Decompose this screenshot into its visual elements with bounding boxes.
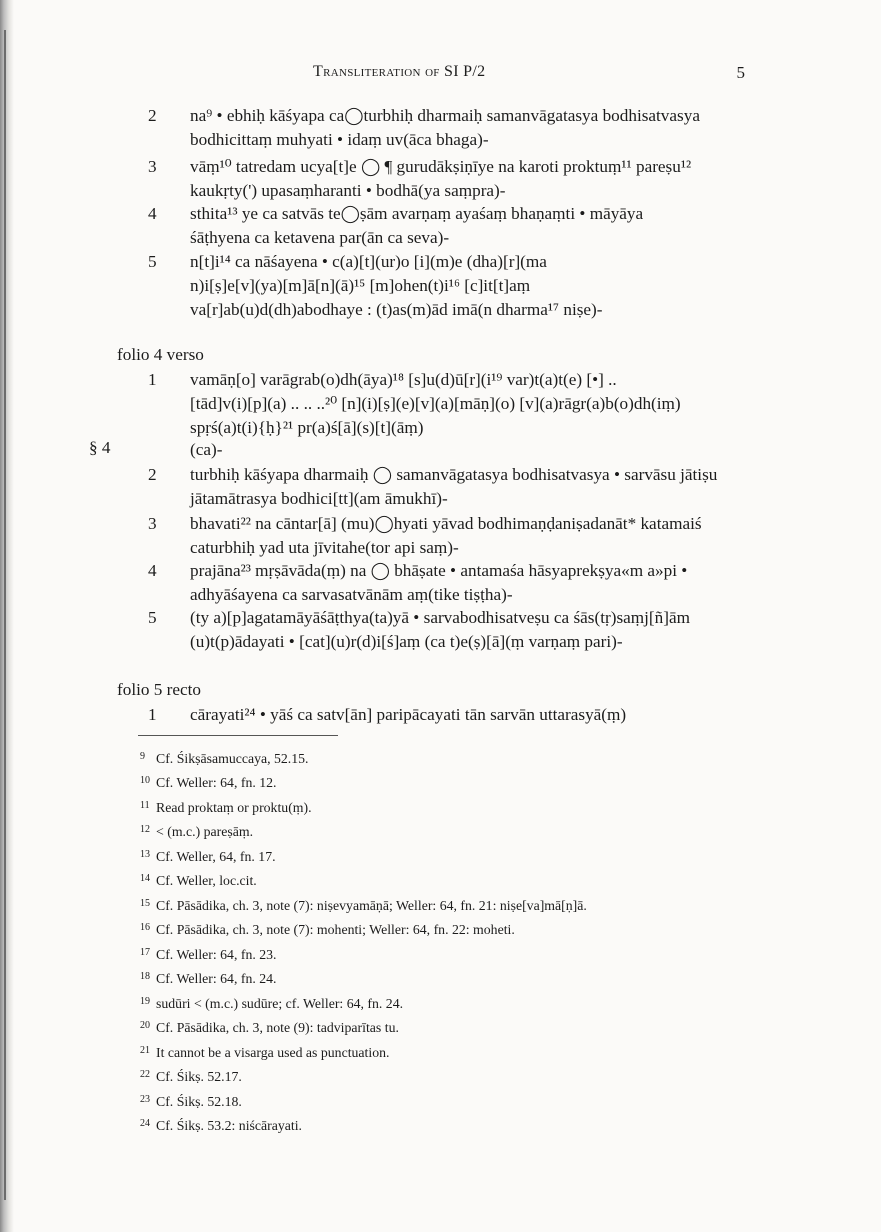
footnote <box>140 971 277 987</box>
running-head <box>150 63 745 83</box>
footnote-text: Cf. Pāsādika, ch. 3, note (7): niṣevyamāṇā; Weller: 64, fn. 21: niṣe[va]mā[ṇ]ā. <box>156 898 587 913</box>
line-text: n[t]i¹⁴ ca nāśayena • c(a)[t](ur)o [i](m)e (dha)[r](ma n)i[ṣ]e[v](ya)[m]ā[n](ā)¹⁵ [m]ohen(t)i¹⁶ [c]it[t]aṃ va[r]ab(u)d(dh)abodhaye : (t)as(m)ād imā(n dharma¹⁷ niṣe)- <box>190 252 603 319</box>
book-spine-shadow <box>0 0 14 1232</box>
line-number: 2 <box>148 106 157 125</box>
footnote-text: Cf. Śikṣ. 53.2: niścārayati. <box>156 1118 302 1133</box>
footnote <box>140 1020 399 1036</box>
line-text: turbhiḥ kāśyapa dharmaiḥ ◯ samanvāgatasya bodhisatvasya • sarvāsu jātiṣu jātamātrasya bodhici[tt](am āmukhī)- <box>190 465 718 508</box>
footnote-text: Cf. Weller: 64, fn. 12. <box>156 775 277 790</box>
footnote-text: Cf. Weller, 64, fn. 17. <box>156 849 276 864</box>
line-text: bhavati²² na cāntar[ā] (mu)◯hyati yāvad bodhimaṇḍaniṣadanāt* katamaiś caturbhiḥ yad uta jīvitahe(tor api saṃ)- <box>190 514 702 557</box>
footnote-text: Cf. Śikṣ. 52.18. <box>156 1094 242 1109</box>
footnote-number: 18 <box>140 971 150 982</box>
footnote <box>140 800 312 816</box>
footnote <box>140 775 277 791</box>
line-text: (ty a)[p]agatamāyāśāṭthya(ta)yā • sarvabodhisatveṣu ca śās(tṛ)saṃj[ñ]ām (u)t(p)ādayati • [cat](u)r(d)i[ś]aṃ (ca t)e(ṣ)[ā](ṃ varṇaṃ pari)- <box>190 608 690 651</box>
line-number: 3 <box>148 514 157 533</box>
line-number: 1 <box>148 370 157 389</box>
footnote <box>140 1045 389 1061</box>
footnote-number: 23 <box>140 1094 150 1105</box>
footnote <box>140 898 587 914</box>
footnote-text: Cf. Weller: 64, fn. 24. <box>156 971 277 986</box>
footnote <box>140 849 276 865</box>
line-number: 5 <box>148 252 157 271</box>
footnote <box>140 1094 242 1110</box>
folio-heading: folio 5 recto <box>117 680 201 699</box>
line-text: na⁹ • ebhiḥ kāśyapa ca◯turbhiḥ dharmaiḥ samanvāgatasya bodhisatvasya bodhicittaṃ muhyati • idaṃ uv(āca bhaga)- <box>190 106 700 149</box>
footnote <box>140 751 309 767</box>
section-mark: § 4 <box>89 438 111 457</box>
footnote <box>140 922 515 938</box>
footnote-rule <box>138 735 338 736</box>
footnote-number: 21 <box>140 1045 150 1056</box>
footnote-number: 14 <box>140 873 150 884</box>
line-number: 4 <box>148 204 157 223</box>
line-number: 1 <box>148 705 157 724</box>
footnote-text: Cf. Śikṣ. 52.17. <box>156 1069 242 1084</box>
footnote-text: Cf. Pāsādika, ch. 3, note (7): mohenti; Weller: 64, fn. 22: moheti. <box>156 922 515 937</box>
footnote-text: Cf. Weller: 64, fn. 23. <box>156 947 277 962</box>
footnote-number: 13 <box>140 849 150 860</box>
footnote-text: < (m.c.) pareṣāṃ. <box>156 824 254 839</box>
footnote-text: Read proktaṃ or proktu(ṃ). <box>156 800 312 815</box>
line-number: 3 <box>148 157 157 176</box>
running-head-title: Transliteration of SI P/2 <box>313 63 486 80</box>
footnote-number: 24 <box>140 1118 150 1129</box>
line-text: (ca)- <box>190 440 223 459</box>
footnote-text: Cf. Śikṣāsamuccaya, 52.15. <box>156 751 309 766</box>
line-text: cārayati²⁴ • yāś ca satv[ān] paripācayati tān sarvān uttarasyā(ṃ) <box>190 705 627 724</box>
footnote <box>140 873 257 889</box>
line-text: vamāṇ[o] varāgrab(o)dh(āya)¹⁸ [s]u(d)ū[r](i¹⁹ var)t(a)t(e) [•] .. [tād]v(i)[p](a) .. .. ..²⁰ [n](i)[ṣ](e)[v](a)[māṇ](o) [v](a)rāgr(a)b(o)dh(iṃ) spṛś(a)t(i){ḥ}²¹ pr(a)ś[ā](s)[t](āṃ) <box>190 370 681 437</box>
footnote-text: sudūri < (m.c.) sudūre; cf. Weller: 64, fn. 24. <box>156 996 404 1011</box>
footnote <box>140 1069 242 1085</box>
footnote-number: 19 <box>140 996 150 1007</box>
footnote-text: Cf. Pāsādika, ch. 3, note (9): tadviparītas tu. <box>156 1020 399 1035</box>
footnote <box>140 947 277 963</box>
footnote-text: It cannot be a visarga used as punctuation. <box>156 1045 390 1060</box>
footnote-text: Cf. Weller, loc.cit. <box>156 873 257 888</box>
line-text: prajāna²³ mṛṣāvāda(ṃ) na ◯ bhāṣate • antamaśa hāsyaprekṣya«m a»pi • adhyāśayena ca sarvasatvānām aṃ(tike tiṣṭha)- <box>190 561 688 604</box>
footnote-number: 17 <box>140 947 150 958</box>
folio-heading: folio 4 verso <box>117 345 204 364</box>
footnote-number: 15 <box>140 898 150 909</box>
line-number: 4 <box>148 561 157 580</box>
footnote <box>140 824 253 840</box>
page-number: 5 <box>736 63 745 82</box>
footnote-number: 11 <box>140 800 150 811</box>
line-number: 5 <box>148 608 157 627</box>
footnote-number: 22 <box>140 1069 150 1080</box>
footnote-number: 12 <box>140 824 150 835</box>
line-text: vāṃ¹⁰ tatredam ucya[t]e ◯ ¶ gurudākṣiṇīye na karoti proktuṃ¹¹ pareṣu¹² kaukṛty(') upasaṃharanti • bodhā(ya saṃpra)- <box>190 157 692 200</box>
footnote-number: 20 <box>140 1020 150 1031</box>
footnote <box>140 1118 302 1134</box>
footnote <box>140 996 403 1012</box>
line-text: sthita¹³ ye ca satvās te◯ṣām avarṇaṃ ayaśaṃ bhaṇaṃti • māyāya śāṭhyena ca ketavena par(ān ca seva)- <box>190 204 644 247</box>
footnote-number: 9 <box>140 751 145 762</box>
footnote-number: 10 <box>140 775 150 786</box>
spine-edge-line <box>4 30 6 1200</box>
footnote-number: 16 <box>140 922 150 933</box>
line-number: 2 <box>148 465 157 484</box>
